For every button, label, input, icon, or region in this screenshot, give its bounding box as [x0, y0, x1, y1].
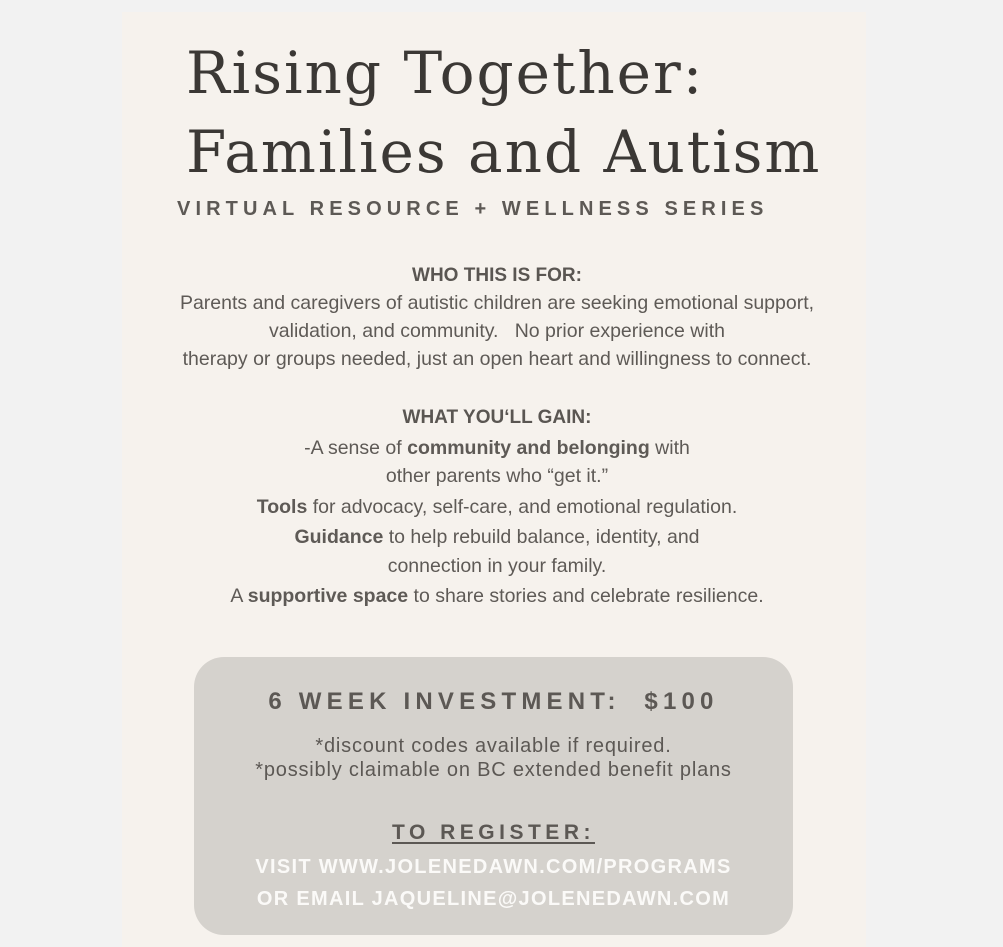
register-email[interactable]: OR EMAIL JAQUELINE@JOLENEDAWN.COM: [256, 888, 731, 910]
gain-item-community-line-2: other parents who “get it.”: [385, 465, 609, 487]
discount-note: *discount codes available if required.: [315, 735, 672, 757]
gain-item-community-prefix: -A sense of: [304, 437, 408, 459]
benefit-note: *possibly claimable on BC extended benefit plans: [255, 759, 732, 781]
who-line-3: therapy or groups needed, just an open heart and willingness to connect.: [182, 348, 812, 370]
who-line-2: validation, and community. No prior experience with: [269, 320, 725, 342]
gain-item-tools-bold: Tools: [256, 496, 308, 518]
register-heading: TO REGISTER:: [392, 821, 595, 844]
gain-item-guidance: [122, 528, 872, 548]
register-website[interactable]: VISIT WWW.JOLENEDAWN.COM/PROGRAMS: [255, 856, 732, 878]
investment-price: 6 WEEK INVESTMENT: $100: [268, 688, 719, 715]
gain-item-guidance-bold: Guidance: [294, 526, 384, 548]
gain-heading: WHAT YOU‘LL GAIN:: [402, 407, 592, 428]
gain-item-community-suffix: with: [649, 437, 690, 459]
gain-item-guidance-suffix: to help rebuild balance, identity, and: [383, 526, 700, 548]
gain-item-community: [122, 439, 872, 459]
gain-item-space-suffix: to share stories and celebrate resilience.: [408, 585, 764, 607]
who-heading: WHO THIS IS FOR:: [412, 265, 582, 286]
title-line-2: Families and Autism: [186, 118, 822, 186]
who-line-1: Parents and caregivers of autistic children are seeking emotional support,: [179, 292, 815, 314]
gain-item-guidance-line-2: connection in your family.: [387, 555, 607, 577]
gain-item-tools-suffix: for advocacy, self-care, and emotional regulation.: [307, 496, 738, 518]
gain-item-space-bold: supportive space: [247, 585, 409, 607]
gain-item-space-prefix: A: [230, 585, 248, 607]
gain-item-space: [122, 587, 872, 607]
title-line-1: Rising Together:: [186, 39, 705, 107]
series-subtitle: VIRTUAL RESOURCE + WELLNESS SERIES: [177, 198, 769, 220]
gain-item-tools: [122, 498, 872, 518]
gain-item-community-bold: community and belonging: [407, 437, 650, 459]
